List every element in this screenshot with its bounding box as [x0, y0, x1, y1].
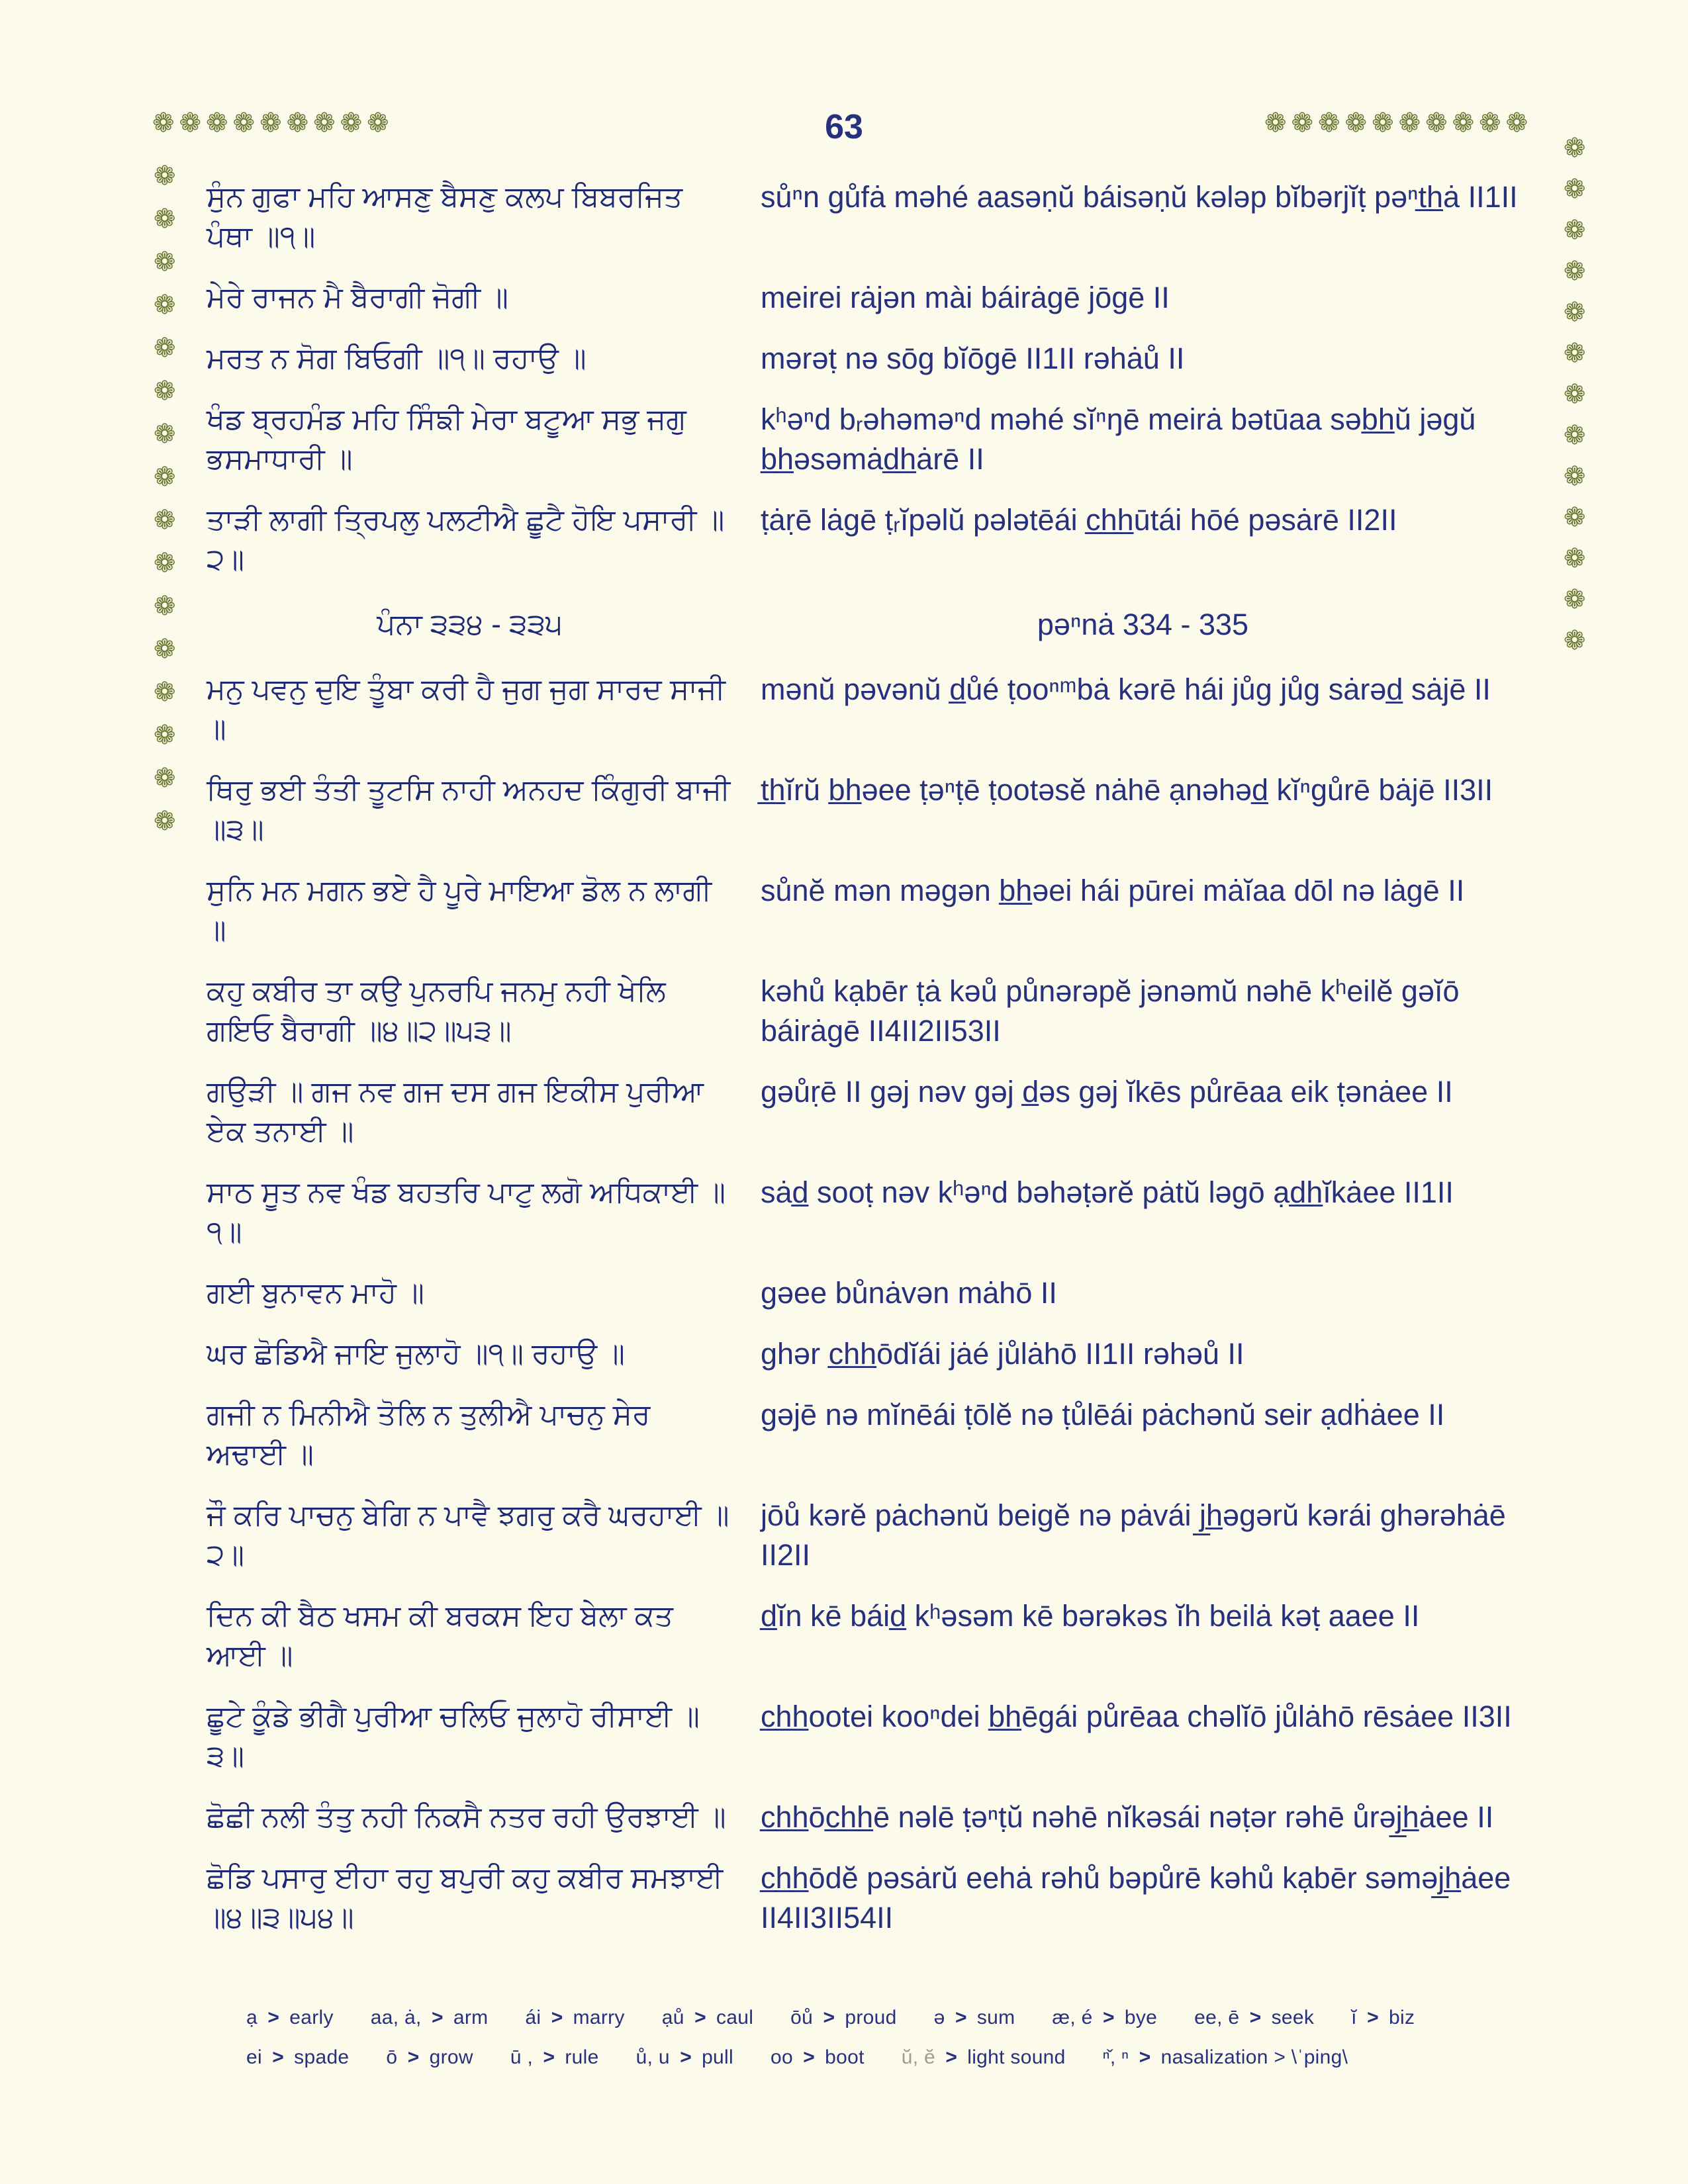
verse-row — [207, 605, 1525, 645]
flower-ornament-icon: ❁ — [286, 109, 309, 138]
transliteration-text: d̲ĭn kē báid̲ kʰəsəm kē bərəkəs ĭh beilȧ kəṭ aaee II — [761, 1599, 1420, 1633]
legend-meaning: early — [289, 2007, 334, 2028]
gurmukhi-text: ਮਨੁ ਪਵਨੁ ਦੁਇ ਤੂੰਬਾ ਕਰੀ ਹੈ ਜੁਗ ਜੁਗ ਸਾਰਦ ਸਾਜੀ ॥ — [207, 673, 726, 745]
legend-item — [525, 2007, 624, 2029]
gurmukhi-text: ਮਰਤ ਨ ਸੋਗ ਬਿਓਗੀ ॥੧॥ ਰਹਾਉ ॥ — [207, 342, 586, 375]
gurmukhi-text: ਮੇਰੇ ਰਾਜਨ ਮੈ ਬੈਰਾਗੀ ਜੋਗੀ ॥ — [207, 281, 508, 314]
legend-meaning: marry — [573, 2007, 625, 2028]
flower-ornament-icon: ❁ — [1398, 109, 1421, 138]
flower-ornament-icon: ❁ — [1425, 109, 1448, 138]
transliteration-text: t̲h̲ĭrŭ b̲h̲əee ṭəⁿṭē ṭootəsĕ nȧhē ạnəhəd̲ kĭⁿgůrē bȧjē II3II — [761, 773, 1493, 807]
legend-item — [902, 2046, 1066, 2069]
legend-item — [662, 2007, 753, 2029]
legend-symbol: ạ — [246, 2007, 258, 2028]
ornament-row-top-right — [1264, 110, 1528, 136]
verse-row — [207, 1496, 1525, 1575]
legend-symbol: ōů — [790, 2007, 814, 2028]
flower-ornament-icon: ❁ — [1564, 380, 1586, 409]
legend-symbol: ō — [386, 2046, 398, 2068]
gurmukhi-text: ਛੋਡਿ ਪਸਾਰੁ ਈਹਾ ਰਹੁ ਬਪੁਰੀ ਕਹੁ ਕਬੀਰ ਸਮਝਾਈ ॥੪॥੩॥੫੪॥ — [207, 1862, 724, 1934]
transliteration-text: sȧd̲ sooṭ nəv kʰəⁿd bəhəṭərĕ pȧtŭ ləgō ạd̲h̲ĭkȧee II1II — [761, 1175, 1454, 1209]
legend-row-2 — [246, 2046, 1524, 2069]
flower-ornament-icon: ❁ — [154, 678, 176, 707]
legend-meaning: boot — [825, 2046, 865, 2068]
legend-meaning: sum — [976, 2007, 1015, 2028]
flower-ornament-icon: ❁ — [1564, 216, 1586, 245]
gurmukhi-text: ਸਾਠ ਸੂਤ ਨਵ ਖੰਡ ਬਹਤਰਿ ਪਾਟੁ ਲਗੋ ਅਧਿਕਾਈ ॥੧॥ — [207, 1176, 726, 1248]
legend-item — [371, 2007, 489, 2029]
ornament-column-right — [1564, 135, 1586, 654]
legend-separator: > — [1367, 2007, 1379, 2028]
legend-separator: > — [803, 2046, 815, 2068]
legend-item — [771, 2046, 865, 2069]
flower-ornament-icon: ❁ — [1564, 503, 1586, 532]
flower-ornament-icon: ❁ — [179, 109, 202, 138]
transliteration-text: jōů kərĕ pȧchənŭ beigĕ nə pȧvái j̲h̲əgərŭ kərái ghərəhȧē II2II — [761, 1498, 1506, 1572]
flower-ornament-icon: ❁ — [1564, 175, 1586, 204]
gurmukhi-text: ਸੁਨਿ ਮਨ ਮਗਨ ਭਏ ਹੈ ਪੂਰੇ ਮਾਇਆ ਡੋਲ ਨ ਲਾਗੀ ॥ — [207, 874, 712, 946]
transliteration-text: c̲h̲h̲ōc̲h̲h̲ē nəlē ṭəⁿṭŭ nəhē nĭkəsái nəṭər rəhē ůrəj̲h̲ȧee II — [761, 1800, 1494, 1834]
verse-row — [207, 770, 1525, 850]
legend-separator: > — [945, 2046, 957, 2068]
transliteration-text: kʰəⁿd bᵣəhəməⁿd məhé sĭⁿŋē meirȧ bətūaa səb̲h̲ŭ jəgŭ b̲h̲əsəmȧd̲h̲ȧrē II — [761, 402, 1476, 476]
verse-row — [207, 871, 1525, 950]
verse-row — [207, 177, 1525, 257]
legend-meaning: light sound — [967, 2046, 1066, 2068]
legend-symbol: ə — [933, 2007, 945, 2028]
verse-row — [207, 1395, 1525, 1475]
verse-row — [207, 670, 1525, 749]
legend-symbol: ái — [525, 2007, 541, 2028]
legend-separator: > — [694, 2007, 706, 2028]
transliteration-text: gəůṛē II gəj nəv gəj d̲əs gəj ĭkēs půrēaa eik ṭənȧee II — [761, 1075, 1453, 1109]
legend-symbol: ei — [246, 2046, 262, 2068]
legend-symbol: ů, u — [635, 2046, 670, 2068]
verse-row — [207, 1273, 1525, 1313]
gurmukhi-text: ਘਰ ਛੋਡਿਐ ਜਾਇ ਜੁਲਾਹੋ ॥੧॥ ਰਹਾਉ ॥ — [207, 1338, 625, 1370]
transliteration-text: pəⁿnȧ 334 - 335 — [1037, 608, 1249, 641]
flower-ornament-icon: ❁ — [1318, 109, 1340, 138]
legend-separator: > — [407, 2046, 420, 2068]
legend-separator: > — [1102, 2007, 1115, 2028]
legend-item — [790, 2007, 896, 2029]
transliteration-text: mənŭ pəvənŭ d̲ůé ṭooⁿᵐbȧ kərē hái jůg jůg sȧrəd̲ sȧjē II — [761, 672, 1491, 706]
gurmukhi-text: ਸੁੰਨ ਗੁਫਾ ਮਹਿ ਆਸਣੁ ਬੈਸਣੁ ਕਲਪ ਬਿਬਰਜਿਤ ਪੰਥਾ ॥੧॥ — [207, 181, 683, 253]
flower-ornament-icon: ❁ — [1564, 421, 1586, 450]
gurmukhi-text: ਗਉੜੀ ॥ ਗਜ ਨਵ ਗਜ ਦਸ ਗਜ ਇਕੀਸ ਪੁਰੀਆ ਏਕ ਤਨਾਈ ॥ — [207, 1075, 704, 1148]
flower-ornament-icon: ❁ — [1344, 109, 1368, 138]
flower-ornament-icon: ❁ — [1452, 109, 1475, 138]
legend-item — [1103, 2046, 1348, 2069]
legend-meaning: seek — [1271, 2007, 1315, 2028]
flower-ornament-icon: ❁ — [1372, 109, 1394, 138]
verse-row — [207, 1858, 1525, 1938]
legend-symbol: ū , — [510, 2046, 534, 2068]
flower-ornament-icon: ❁ — [154, 635, 176, 664]
gurmukhi-text: ਖੰਡ ਬ੍ਰਹਮੰਡ ਮਹਿ ਸਿੰਙੀ ਮੇਰਾ ਬਟੂਆ ਸਭੁ ਜਗੁ ਭਸਮਾਧਾਰੀ ॥ — [207, 403, 686, 475]
legend-item — [636, 2046, 733, 2069]
flower-ornament-icon: ❁ — [232, 109, 256, 138]
legend-meaning: nasalization > \ˈping\ — [1160, 2046, 1348, 2068]
transliteration-text: sůnĕ mən məgən b̲h̲əei hái pūrei mȧĭaa dōl nə lȧgē II — [761, 874, 1465, 907]
verse-row — [207, 339, 1525, 379]
verse-row — [207, 1072, 1525, 1152]
gurmukhi-text: ਤਾੜੀ ਲਾਗੀ ਤ੍ਰਿਪਲੁ ਪਲਟੀਐ ਛੂਟੈ ਹੋਇ ਪਸਾਰੀ ॥੨॥ — [207, 504, 725, 576]
legend-meaning: bye — [1124, 2007, 1158, 2028]
flower-ornament-icon: ❁ — [154, 161, 176, 191]
legend-meaning: spade — [294, 2046, 350, 2068]
transliteration-text: sůⁿn gůfȧ məhé aasəṇŭ báisəṇŭ kələp bĭbərjĭṭ pəⁿt̲h̲ȧ II1II — [761, 180, 1518, 214]
flower-ornament-icon: ❁ — [154, 592, 176, 621]
verse-row — [207, 1697, 1525, 1776]
legend-symbol: ŭ, ĕ — [901, 2046, 936, 2068]
flower-ornament-icon: ❁ — [1479, 109, 1501, 138]
flower-ornament-icon: ❁ — [154, 506, 176, 535]
transliteration-text: gəjē nə mĭnēái ṭōlĕ nə ṭůlēái pȧchənŭ seir ạdḣȧee II — [761, 1398, 1445, 1432]
legend-item — [1351, 2007, 1415, 2029]
legend-separator: > — [955, 2007, 967, 2028]
transliteration-text: kəhů kạbēr ṭȧ kəů půnərəpĕ jənəmŭ nəhē kʰeilĕ gəĭō báirȧgē II4II2II53II — [761, 974, 1460, 1048]
transliteration-text: meirei rȧjən mài báirȧgē jōgē II — [761, 281, 1170, 314]
legend-meaning: grow — [429, 2046, 473, 2068]
flower-ornament-icon: ❁ — [154, 764, 176, 793]
flower-ornament-icon: ❁ — [1564, 298, 1586, 327]
flower-ornament-icon: ❁ — [154, 377, 176, 406]
legend-symbol: ee, ē — [1194, 2007, 1240, 2028]
legend-symbol: æ, é — [1052, 2007, 1093, 2028]
pronunciation-legend — [246, 2007, 1524, 2086]
verse-row — [207, 972, 1525, 1051]
flower-ornament-icon: ❁ — [154, 420, 176, 449]
flower-ornament-icon: ❁ — [259, 109, 282, 138]
flower-ornament-icon: ❁ — [340, 109, 363, 138]
flower-ornament-icon: ❁ — [154, 721, 176, 750]
flower-ornament-icon: ❁ — [206, 109, 228, 138]
verse-row — [207, 1596, 1525, 1676]
gurmukhi-text: ਗਈ ਬੁਨਾਵਨ ਮਾਹੋ ॥ — [207, 1277, 424, 1309]
flower-ornament-icon: ❁ — [1564, 462, 1586, 491]
flower-ornament-icon: ❁ — [152, 109, 175, 138]
gurmukhi-text: ਦਿਨ ਕੀ ਬੈਠ ਖਸਮ ਕੀ ਬਰਕਸ ਇਹ ਬੇਲਾ ਕਤ ਆਈ ॥ — [207, 1600, 673, 1672]
transliteration-text: ghər c̲h̲h̲ōdĭái jȧé jůlȧhō II1II rəhəů II — [761, 1337, 1244, 1371]
gurmukhi-text: ਛੂਟੇ ਕੂੰਡੇ ਭੀਗੈ ਪੁਰੀਆ ਚਲਿਓ ਜੁਲਾਹੋ ਰੀਸਾਈ ॥੩॥ — [207, 1700, 700, 1772]
legend-separator: > — [680, 2046, 692, 2068]
verse-row — [207, 500, 1525, 580]
flower-ornament-icon: ❁ — [154, 549, 176, 578]
flower-ornament-icon: ❁ — [154, 463, 176, 492]
gurmukhi-text: ਪੰਨਾ ੩੩੪ - ੩੩੫ — [377, 608, 563, 641]
legend-meaning: biz — [1389, 2007, 1415, 2028]
verse-list — [207, 177, 1525, 1959]
legend-separator: > — [272, 2046, 284, 2068]
legend-meaning: rule — [565, 2046, 599, 2068]
transliteration-text: c̲h̲h̲ōdĕ pəsȧrŭ eehȧ rəhů bəpůrē kəhů kạbēr səməj̲h̲ȧee II4II3II54II — [761, 1861, 1511, 1934]
flower-ornament-icon: ❁ — [1564, 339, 1586, 368]
flower-ornament-icon: ❁ — [1564, 585, 1586, 614]
legend-row-1 — [246, 2007, 1524, 2029]
flower-ornament-icon: ❁ — [1564, 544, 1586, 573]
flower-ornament-icon: ❁ — [154, 248, 176, 277]
legend-symbol: ạů — [661, 2007, 684, 2028]
flower-ornament-icon: ❁ — [154, 334, 176, 363]
legend-separator: > — [1139, 2046, 1151, 2068]
transliteration-text: mərəṭ nə sōg bĭōgē II1II rəhȧů II — [761, 341, 1185, 375]
ornament-column-left — [154, 163, 176, 835]
flower-ornament-icon: ❁ — [154, 807, 176, 836]
legend-item — [246, 2046, 349, 2069]
flower-ornament-icon: ❁ — [1564, 626, 1586, 655]
flower-ornament-icon: ❁ — [313, 109, 336, 138]
flower-ornament-icon: ❁ — [154, 291, 176, 320]
flower-ornament-icon: ❁ — [154, 205, 176, 234]
legend-meaning: arm — [453, 2007, 489, 2028]
legend-separator: > — [267, 2007, 279, 2028]
verse-row — [207, 1334, 1525, 1374]
legend-item — [510, 2046, 599, 2069]
flower-ornament-icon: ❁ — [367, 109, 389, 138]
legend-item — [934, 2007, 1015, 2029]
transliteration-text: gəee bůnȧvən mȧhō II — [761, 1276, 1057, 1310]
flower-ornament-icon: ❁ — [1564, 257, 1586, 286]
flower-ornament-icon: ❁ — [1505, 109, 1528, 138]
legend-symbol: ĭ — [1351, 2007, 1357, 2028]
gurmukhi-text: ਕਹੁ ਕਬੀਰ ਤਾ ਕਉ ਪੁਨਰਪਿ ਜਨਮੁ ਨਹੀ ਖੇਲਿ ਗਇਓ ਬੈਰਾਗੀ ॥੪॥੨॥੫੩॥ — [207, 975, 666, 1047]
transliteration-text: c̲h̲h̲ootei kooⁿdei b̲h̲ēgái půrēaa chəlĭō jůlȧhō rēsȧee II3II — [761, 1700, 1512, 1733]
legend-item — [1194, 2007, 1314, 2029]
legend-item — [386, 2046, 473, 2069]
gurmukhi-text: ਜੌ ਕਰਿ ਪਾਚਨੁ ਬੇਗਿ ਨ ਪਾਵੈ ਝਗਰੁ ਕਰੈ ਘਰਹਾਈ ॥੨॥ — [207, 1499, 729, 1571]
verse-row — [207, 400, 1525, 479]
flower-ornament-icon: ❁ — [1291, 109, 1314, 138]
legend-symbol: ⁿ̌, ⁿ — [1102, 2046, 1129, 2068]
legend-separator: > — [543, 2046, 555, 2068]
verse-row — [207, 1797, 1525, 1837]
flower-ornament-icon: ❁ — [1264, 109, 1287, 138]
legend-meaning: proud — [845, 2007, 897, 2028]
legend-separator: > — [1249, 2007, 1262, 2028]
legend-separator: > — [823, 2007, 835, 2028]
gurmukhi-text: ਥਿਰੁ ਭਈ ਤੰਤੀ ਤੂਟਸਿ ਨਾਹੀ ਅਨਹਦ ਕਿੰਗੁਰੀ ਬਾਜੀ ॥੩॥ — [207, 774, 731, 846]
legend-symbol: aa, ȧ, — [370, 2007, 422, 2028]
transliteration-text: ṭȧṛē lȧgē ṭᵣĭpəlŭ pələtēái c̲h̲h̲ūtái hōé pəsȧrē II2II — [761, 503, 1397, 537]
legend-item — [1052, 2007, 1157, 2029]
page-number: 63 — [825, 108, 863, 146]
legend-item — [246, 2007, 334, 2029]
gurmukhi-text: ਗਜੀ ਨ ਮਿਨੀਐ ਤੋਲਿ ਨ ਤੁਲੀਐ ਪਾਚਨੁ ਸੇਰ ਅਢਾਈ ॥ — [207, 1398, 651, 1471]
legend-meaning: pull — [702, 2046, 733, 2068]
legend-separator: > — [551, 2007, 563, 2028]
legend-symbol: oo — [770, 2046, 793, 2068]
gurmukhi-text: ਛੋਛੀ ਨਲੀ ਤੰਤੁ ਨਹੀ ਨਿਕਸੈ ਨਤਰ ਰਹੀ ਉਰਝਾਈ ॥ — [207, 1801, 726, 1833]
flower-ornament-icon: ❁ — [1564, 134, 1586, 163]
legend-separator: > — [431, 2007, 444, 2028]
verse-row — [207, 1173, 1525, 1252]
legend-meaning: caul — [716, 2007, 754, 2028]
verse-row — [207, 278, 1525, 318]
